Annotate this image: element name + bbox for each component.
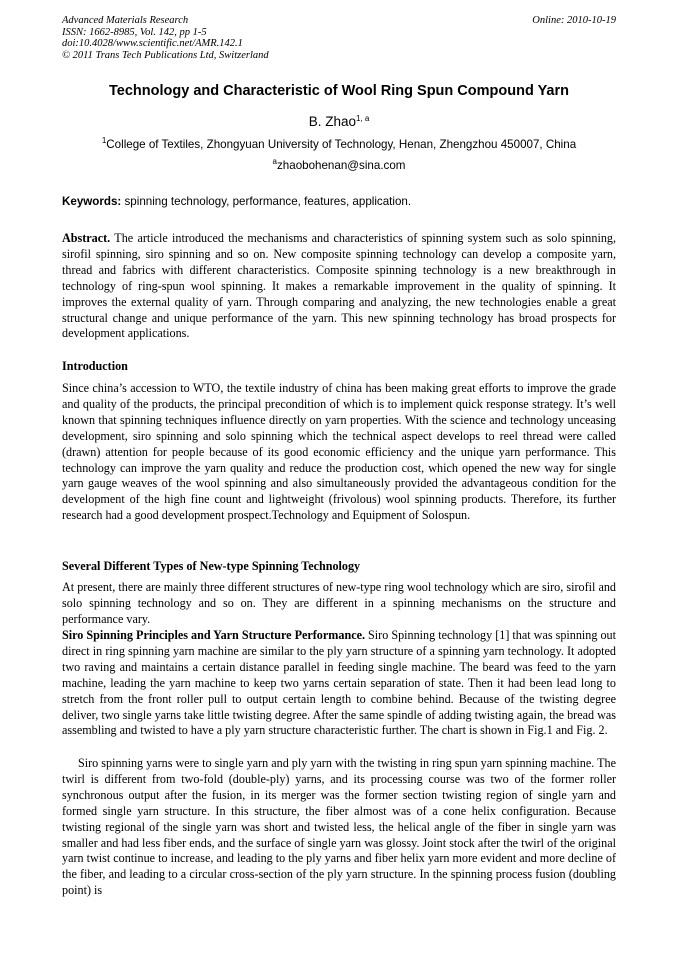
siro-paragraph xyxy=(62,628,616,739)
affiliation-superscript: 1 xyxy=(101,136,107,145)
affiliation xyxy=(62,137,616,152)
keywords xyxy=(62,194,616,209)
keywords-text: spinning technology, performance, features, application. xyxy=(121,195,412,208)
copyright-line: © 2011 Trans Tech Publications Ltd, Switzerland xyxy=(62,49,269,61)
issn-line: ISSN: 1662-8985, Vol. 142, pp 1-5 xyxy=(62,26,207,38)
section-heading: Several Different Types of New-type Spinning Technology xyxy=(62,559,361,573)
section-intro-paragraph: At present, there are mainly three different structures of new-type ring wool technology which are siro, sirofil and solo spinning technology and so on. They are different in a spinning mechanisms on the structure and performance vary. xyxy=(62,580,616,626)
paper-title: Technology and Characteristic of Wool Ring Spun Compound Yarn xyxy=(109,83,569,99)
siro-yarn-paragraph: Siro spinning yarns were to single yarn and ply yarn with the twisting in ring spun yarn spinning machine. The twirl is different from two-fold (double-ply) yarns, and its processing course was two of the former roller synchronous output after the fusion, in its merger was the former section twisting region of single yarn and formed single yarn structure. In this structure, the fiber almost was of a cone helix configuration. Because twisting regional of the single yarn was short and twisted less, the helical angle of the fiber in single yarn was smaller and had less fiber ends, and the surface of single yarn was glossy. Joint stock after the twirl of the original yarn twist continue to increase, and leading to the ply yarns and fiber helix yarn more evident and more decline of the fiber, and leading to a circular cross-section of the ply yarn structure. In the spinning process fusion (doubling point) is xyxy=(62,756,616,898)
siro-text: Siro Spinning technology [1] that was spinning out direct in ring spinning yarn machine are similar to the ply yarn structure of a spinning yarn technology. It adopted two raving and maintains a certain distance parallel in feeding single machine. The beard was feed to the yarn machine, leading the yarn machine to keep two yarns certain separation of state. Then it had been lead long to stretch from the front roller pull to output certain length to combine behind. Because of the twisting degree deliver, two single yarns take little twisting degree. After the same spindle of adding twisting again, the bread was assembling and twisted to have a ply yarn structure characteristic further. The chart is shown in Fig.1 and Fig. 2. xyxy=(62,628,616,738)
introduction-heading: Introduction xyxy=(62,359,128,373)
keywords-label: Keywords: xyxy=(62,195,122,208)
siro-subheading: Siro Spinning Principles and Yarn Structure Performance. xyxy=(62,628,366,642)
author-line xyxy=(62,113,616,131)
running-header xyxy=(62,15,616,61)
journal-name: Advanced Materials Research xyxy=(62,15,189,26)
doi-line: doi:10.4028/www.scientific.net/AMR.142.1 xyxy=(62,38,243,49)
email-address: zhaobohenan@sina.com xyxy=(277,159,406,172)
email-line xyxy=(62,158,616,173)
author-superscript: 1, a xyxy=(355,114,370,123)
abstract xyxy=(62,231,616,342)
author-name: B. Zhao xyxy=(308,114,356,129)
online-date: Online: 2010-10-19 xyxy=(532,15,616,26)
introduction-body: Since china’s accession to WTO, the textile industry of china has been making great efforts to improve the grade and quality of the products, the principal precondition of which is to implement quick response strategy. It’s well known that spinning techniques influence directly on yarn properties. With the science and technology unceasing development, siro spinning and solo spinning which the technical aspect develops to reel thread were called (drawn) attention for people because of its good economic efficiency and the unique yarn performance. This technology can improve the yarn quality and reduce the production cost, which opened the new way for single yarn gauge weaves of the wool spinning and also simultaneously provided the advantageous condition for the development of the high fine count and lightweight (frivolous) wool spinning products. Therefore, its further research had a good development prospect.Technology and Equipment of Solospun. xyxy=(62,381,616,523)
affiliation-text: College of Textiles, Zhongyuan University of Technology, Henan, Zhengzhou 450007, China xyxy=(106,138,577,151)
abstract-text: The article introduced the mechanisms and characteristics of spinning system such as solo spinning, sirofil spinning, siro spinning and so on. New composite spinning technology can develop a composite yarn, thread and fabrics with different characteristics. Composite spinning technology is a new breakthrough in technology of ring-spun wool spinning. It makes a remarkable improvement in the quality of spinning. It improves the external quality of yarn. Through comparing and analyzing, the new technologies enable a great structural change and unique performance of the yarn. This new spinning technology has broad prospects for development applications. xyxy=(62,231,616,341)
email-superscript: a xyxy=(272,157,277,166)
abstract-label: Abstract. xyxy=(62,231,111,245)
